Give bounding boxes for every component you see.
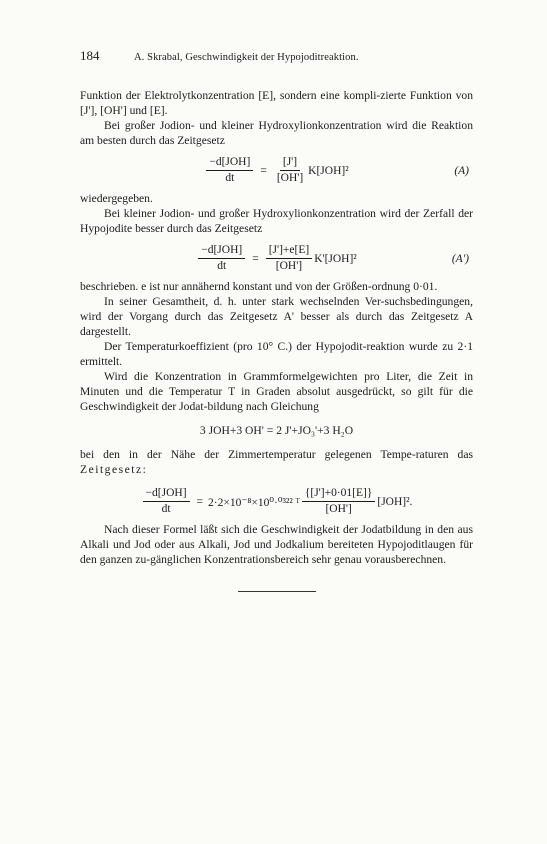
eq-a2-rhs	[266, 244, 312, 273]
eq-a-rhs	[274, 156, 306, 185]
paragraph-2: Bei großer Jodion- und kleiner Hydroxylionkonzentration wird die Reaktion am besten durch das Zeitgesetz	[80, 119, 473, 147]
equation-a	[80, 156, 473, 185]
paragraph-9-text: bei den in der Nähe der Zimmertemperatur gelegenen Tempe-raturen das	[80, 448, 473, 461]
eq-b-lhs-num: −d[JOH]	[143, 487, 190, 502]
eq-b-rhs-den: [OH']	[325, 503, 352, 515]
running-title: A. Skrabal, Geschwindigkeit der Hypojoditreaktion.	[134, 52, 359, 63]
eq-a-tail: K[JOH]²	[308, 164, 349, 177]
equation-b	[80, 487, 473, 516]
eq-a-lhs-num: −d[JOH]	[206, 156, 253, 171]
paragraph-9-emph: Zeitgesetz:	[80, 463, 148, 476]
paragraph-7: Der Temperaturkoeffizient (pro 10° C.) der Hypojodit-reaktion wurde zu 2·1 ermittelt.	[80, 340, 473, 368]
paragraph-8: Wird die Konzentration in Grammformelgewichten pro Liter, die Zeit in Minuten und die Temperatur T in Graden absolut ausgedrückt, so gilt für die Geschwindigkeit der Jodat-bildung nach Gleichung	[80, 370, 473, 413]
eq-a-rhs-den: [OH']	[276, 172, 304, 184]
eq-a2-lhs-num: −d[JOH]	[198, 244, 245, 259]
eq-a-equals: =	[260, 164, 267, 177]
chemical-equation: 3 JOH+3 OH' = 2 J'+JO₃'+3 H₂O	[199, 424, 354, 437]
eq-a2-tail: K'[JOH]²	[314, 252, 357, 265]
eq-a-rhs-num: [J']	[280, 156, 300, 171]
paragraph-9	[80, 447, 473, 477]
eq-a-lhs	[206, 156, 253, 185]
paragraph-10: Nach dieser Formel läßt sich die Geschwindigkeit der Jodatbildung in den aus Alkali und Jod oder aus Alkali, Jod und Jodkalium bereiteten Hypojoditlaugen für den ganzen zu-gänglichen Konzentrationsbereich sehr genau vorausberechnen.	[80, 523, 473, 566]
paragraph-1: Funktion der Elektrolytkonzentration [E], sondern eine kompli-zierte Funktion von [J'], [OH'] und [E].	[80, 89, 473, 117]
paragraph-4: Bei kleiner Jodion- und großer Hydroxylionkonzentration wird der Zerfall der Hypojodite besser durch das Zeitgesetz	[80, 207, 473, 235]
paragraph-6: In seiner Gesamtheit, d. h. unter stark wechselnden Ver-suchsbedingungen, wird der Vorgang durch das Zeitgesetz A' besser als durch das Zeitgesetz A dargestellt.	[80, 295, 473, 338]
eq-b-rhs	[302, 487, 376, 516]
paragraph-3: wiedergegeben.	[80, 192, 153, 205]
eq-b-constant: 2·2×10⁻⁸×10⁰·⁰³²² ᵀ	[208, 496, 300, 509]
eq-a2-rhs-den: [OH']	[275, 260, 303, 272]
eq-a2-rhs-num: [J']+e[E]	[266, 244, 312, 259]
eq-a2-lhs	[198, 244, 245, 273]
eq-b-rhs-num: {[J']+0·01[E]}	[302, 487, 376, 502]
page	[80, 48, 473, 592]
eq-b-lhs	[143, 487, 190, 516]
eq-a2-lhs-den: dt	[217, 260, 227, 272]
eq-a-lhs-den: dt	[225, 172, 235, 184]
eq-b-equals: =	[196, 495, 204, 508]
eq-b-lhs-den: dt	[161, 503, 171, 515]
page-number: 184	[80, 48, 100, 63]
page-header	[80, 48, 473, 64]
eq-a2-label: (A')	[451, 252, 469, 265]
eq-b-tail: [JOH]².	[377, 495, 413, 508]
eq-a-label: (A)	[454, 164, 469, 177]
eq-a2-equals: =	[252, 252, 259, 265]
paragraph-5: beschrieben. e ist nur annähernd konstant und von der Größen-ordnung 0·01.	[80, 280, 438, 293]
equation-a-prime	[80, 244, 473, 273]
end-rule	[238, 591, 316, 592]
